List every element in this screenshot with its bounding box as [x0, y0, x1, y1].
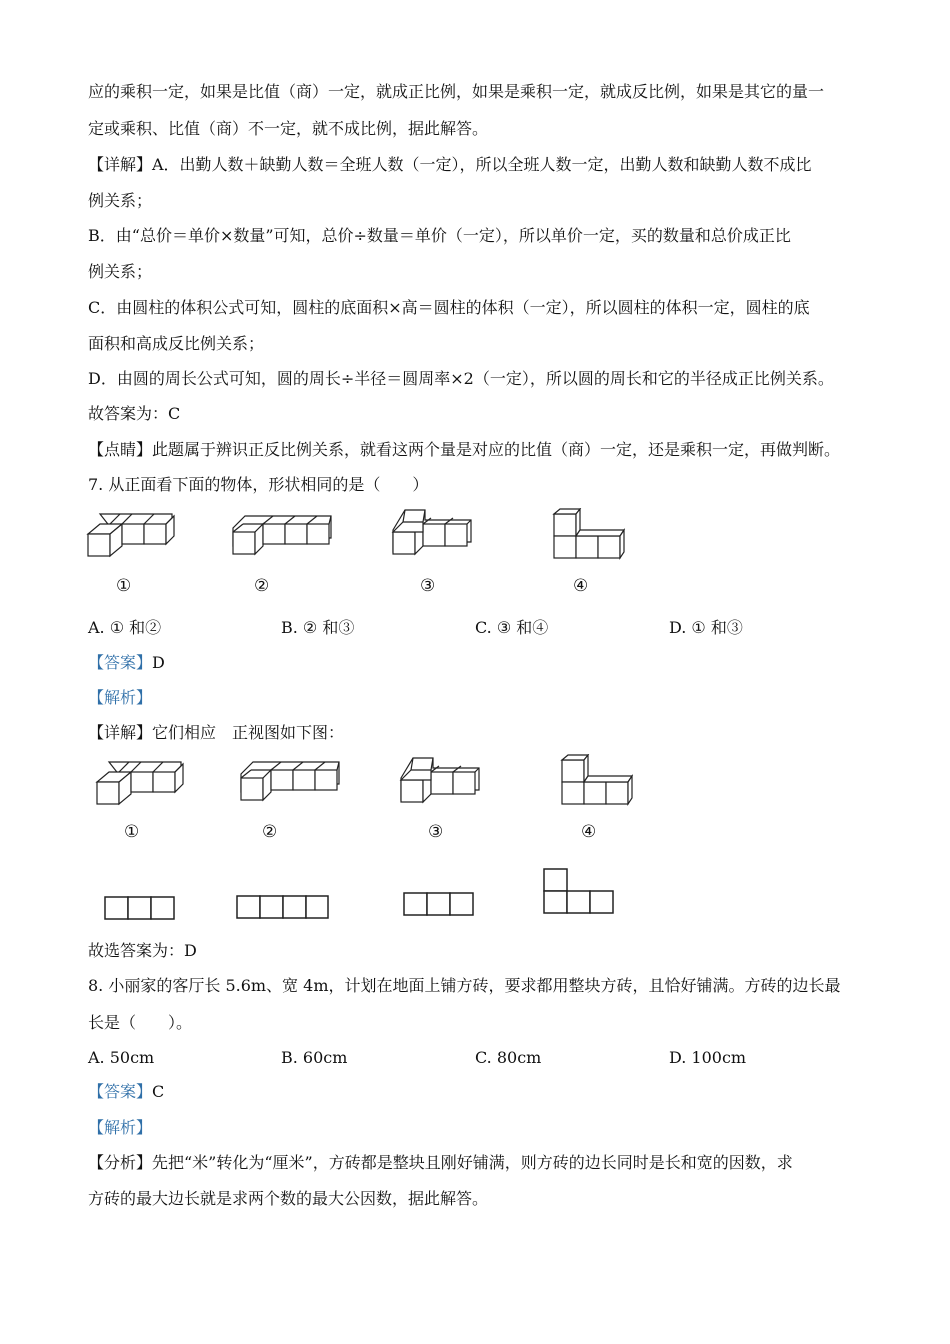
- question-8-stem-cont: 长是（ ）。: [88, 1013, 193, 1032]
- cube-figure-4-repeat: [560, 754, 634, 806]
- figure-label-1-repeat: ①: [124, 822, 140, 842]
- cube-figure-3: [391, 506, 477, 558]
- analysis-tag: 【解析】: [88, 688, 153, 707]
- text-line: 例关系；: [88, 262, 153, 281]
- option-c: C. ③ 和④: [475, 618, 549, 637]
- cube-figure-3-repeat: [399, 754, 485, 806]
- figure-label-4: ④: [573, 576, 589, 596]
- conclusion-line: 故选答案为：D: [88, 941, 197, 960]
- option-a: A. ① 和②: [88, 618, 162, 637]
- option-b: B. ② 和③: [281, 618, 355, 637]
- answer-value: C: [152, 1082, 165, 1101]
- text-line: D．由圆的周长公式可知，圆的周长÷半径＝圆周率×2（一定），所以圆的周长和它的半径成正比例关系。: [88, 369, 834, 388]
- text-line: B．由“总价＝单价×数量”可知，总价÷数量＝单价（一定），所以单价一定，买的数量和总价成正比: [88, 226, 791, 245]
- cube-figure-1-repeat: [95, 756, 191, 808]
- q8-analysis-tag: 【解析】: [88, 1118, 153, 1137]
- answer-line: [88, 653, 165, 673]
- text-line: 定或乘积、比值（商）不一定，就不成比例，据此解答。: [88, 119, 489, 138]
- question-7-stem: 7. 从正面看下面的物体，形状相同的是（ ）: [88, 475, 429, 494]
- text-line: C．由圆柱的体积公式可知，圆柱的底面积×高＝圆柱的体积（一定），所以圆柱的体积一定，圆柱的底: [88, 298, 810, 317]
- figure-label-3: ③: [420, 576, 436, 596]
- text-line: 例关系；: [88, 191, 153, 210]
- front-view-4: [543, 867, 615, 917]
- figure-label-4-repeat: ④: [581, 822, 597, 842]
- text-line: 【点睛】此题属于辨识正反比例关系，就看这两个量是对应的比值（商）一定，还是乘积一定，再做判断。: [88, 440, 841, 459]
- answer-value: D: [152, 653, 165, 672]
- front-view-3: [403, 891, 475, 917]
- q8-analysis-line: 方砖的最大边长就是求两个数的最大公因数，据此解答。: [88, 1189, 489, 1208]
- q8-option-d: D. 100cm: [669, 1048, 747, 1067]
- detail-line: 【详解】它们相应 正视图如下图：: [88, 723, 345, 742]
- figure-label-2: ②: [254, 576, 270, 596]
- q8-analysis-line: 【分析】先把“米”转化为“厘米”，方砖都是整块且刚好铺满，则方砖的边长同时是长和宽的因数，求: [88, 1153, 793, 1172]
- answer-tag: 【答案】: [88, 653, 153, 672]
- text-line: 【详解】A．出勤人数＋缺勤人数＝全班人数（一定），所以全班人数一定，出勤人数和缺勤人数不成比: [88, 155, 812, 174]
- cube-figure-1: [86, 508, 182, 560]
- answer-tag: 【答案】: [88, 1082, 153, 1101]
- cube-figure-2: [231, 512, 335, 558]
- q8-option-a: A. 50cm: [88, 1048, 155, 1067]
- text-line: 故答案为：C: [88, 404, 181, 423]
- question-8-stem: 8. 小丽家的客厅长 5.6m、宽 4m，计划在地面上铺方砖，要求都用整块方砖，且恰好铺满。方砖的边长最: [88, 976, 841, 995]
- figure-label-1: ①: [116, 576, 132, 596]
- option-d: D. ① 和③: [669, 618, 743, 637]
- figure-label-3-repeat: ③: [428, 822, 444, 842]
- figure-label-2-repeat: ②: [262, 822, 278, 842]
- q8-answer-line: [88, 1082, 164, 1102]
- q8-option-c: C. 80cm: [475, 1048, 542, 1067]
- front-view-1: [104, 895, 176, 921]
- cube-figure-4: [552, 508, 626, 560]
- front-view-2: [236, 894, 330, 920]
- text-line: 面积和高成反比例关系；: [88, 334, 265, 353]
- text-line: 应的乘积一定，如果是比值（商）一定，就成正比例，如果是乘积一定，就成反比例，如果是其它的量一: [88, 82, 825, 101]
- cube-figure-2-repeat: [239, 758, 343, 804]
- q8-option-b: B. 60cm: [281, 1048, 348, 1067]
